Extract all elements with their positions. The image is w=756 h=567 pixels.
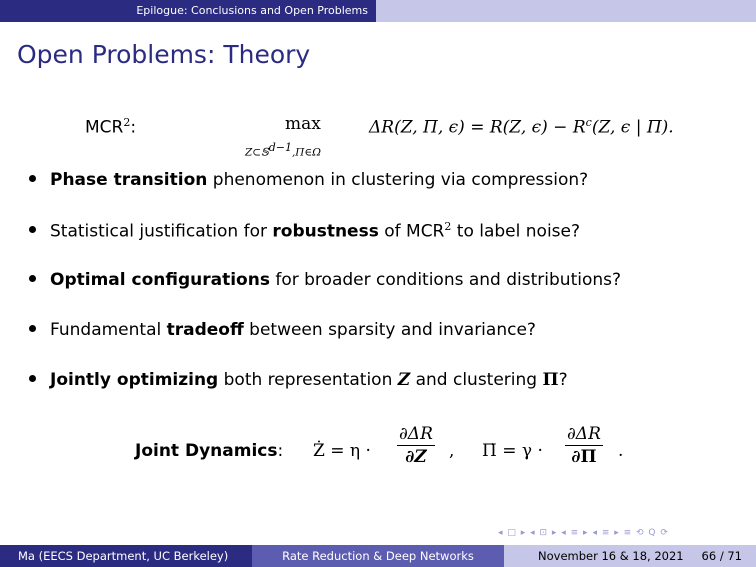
- fraction-dr-dz: [397, 424, 435, 467]
- fraction-numerator: ∂ΔR: [399, 424, 433, 444]
- footer-short-title: Rate Reduction & Deep Networks: [252, 545, 504, 567]
- footer-date: November 16 & 18, 2021: [538, 549, 684, 563]
- z-dot-lhs: Ż = η ·: [313, 441, 371, 461]
- joint-dynamics-label: Joint Dynamics:: [135, 441, 284, 461]
- fraction-numerator: ∂ΔR: [567, 424, 601, 444]
- separator-comma: ,: [449, 441, 455, 461]
- max-operator: max: [285, 114, 321, 134]
- joint-dynamics-formula: [135, 420, 655, 482]
- bullet-robustness: Statistical justification for robustness of MCR$^2$ to label noise?: [29, 220, 580, 242]
- mcr-label: MCR$^2$:: [85, 116, 137, 138]
- fraction-bar: [397, 445, 435, 446]
- bullet-dot: [29, 226, 36, 233]
- fraction-denominator: ∂Π: [571, 447, 597, 467]
- footer-author: Ma (EECS Department, UC Berkeley): [0, 545, 252, 567]
- navigation-symbols[interactable]: ◂ □ ▸ ◂ ⊡ ▸ ◂ ≡ ▸ ◂ ≡ ▸ ≡ ⟲ Q ⟳: [498, 528, 669, 538]
- header-bar: [0, 0, 756, 22]
- formula-period: .: [618, 441, 624, 461]
- mcr-objective: ΔR(Z, Π, ϵ) = R(Z, $\epsilon) - R^c(Z$, ϵ | Π).: [369, 116, 674, 138]
- frame-title: Open Problems: Theory: [17, 40, 311, 69]
- bullet-dot: [29, 325, 36, 332]
- fraction-denominator: ∂Z: [405, 447, 427, 467]
- fraction-bar: [565, 445, 603, 446]
- bullet-phase-transition: Phase transition phenomenon in clustering via compression?: [29, 170, 588, 190]
- mcr-formula: [85, 108, 705, 159]
- pi-dot-lhs: Π̇ = γ ·: [482, 441, 543, 461]
- bullet-dot: [29, 275, 36, 282]
- footer-page-number: 66 / 71: [701, 549, 742, 563]
- bullet-tradeoff: Fundamental tradeoff between sparsity and invariance?: [29, 320, 536, 340]
- footer-bar: [0, 545, 756, 567]
- bullet-dot: [29, 175, 36, 182]
- bullet-jointly-optimizing: Jointly optimizing both representation Z and clustering Π?: [29, 370, 568, 390]
- section-name[interactable]: Epilogue: Conclusions and Open Problems: [0, 0, 376, 22]
- bullet-optimal-configurations: Optimal configurations for broader conditions and distributions?: [29, 270, 621, 290]
- bullet-dot: [29, 375, 36, 382]
- footer-date-page: [504, 545, 756, 567]
- max-subscript: Z⊂𝕊$^{d-1}$,Π∈Ω: [245, 141, 321, 159]
- fraction-dr-dpi: [565, 424, 603, 467]
